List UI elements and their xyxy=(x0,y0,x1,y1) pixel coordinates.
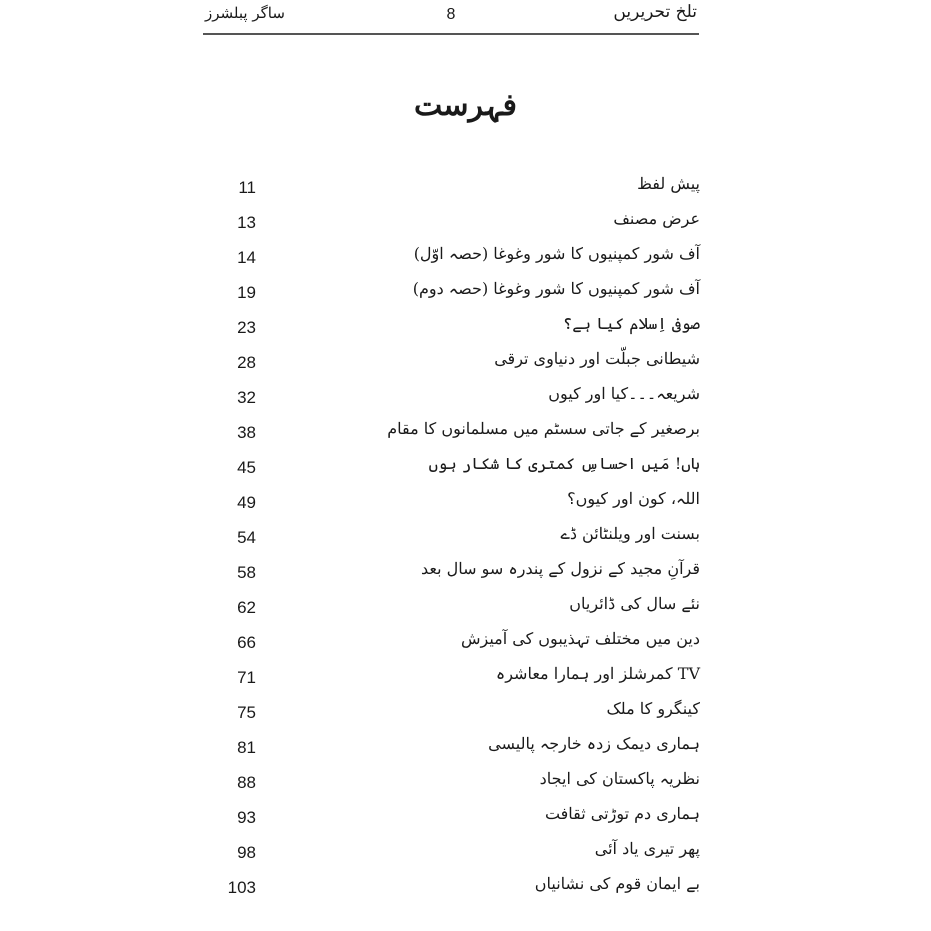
toc-entry[interactable] xyxy=(218,695,700,730)
toc-entry[interactable] xyxy=(218,590,700,625)
table-of-contents xyxy=(218,170,700,905)
toc-entry-page: 23 xyxy=(237,318,256,337)
running-header xyxy=(203,0,699,35)
toc-entry-title: ہماری دیمک زدہ خارجہ پالیسی xyxy=(488,734,700,753)
toc-entry-title: شیطانی جبلّت اور دنیاوی ترقی xyxy=(494,349,700,368)
toc-entry[interactable] xyxy=(218,555,700,590)
toc-entry-title: نظریہ پاکستان کی ایجاد xyxy=(539,769,700,788)
toc-entry-page: 98 xyxy=(237,843,256,862)
toc-entry-title: عرض مصنف xyxy=(613,209,700,228)
toc-entry[interactable] xyxy=(218,275,700,310)
toc-entry-page: 103 xyxy=(227,878,256,897)
publisher-name: ساگر پبلشرز xyxy=(205,4,285,22)
toc-entry-page: 11 xyxy=(238,178,256,197)
page-number: 8 xyxy=(446,6,456,23)
book-title: تلخ تحریریں xyxy=(613,2,697,22)
toc-entry-page: 93 xyxy=(237,808,256,827)
toc-entry-title: بے ایمان قوم کی نشانیاں xyxy=(534,874,700,893)
toc-entry[interactable] xyxy=(218,765,700,800)
toc-entry[interactable] xyxy=(218,380,700,415)
toc-entry-title: دین میں مختلف تہذیبوں کی آمیزش xyxy=(460,629,700,648)
toc-entry-page: 49 xyxy=(237,493,256,512)
toc-entry-title: پھر تیری یاد آئی xyxy=(594,839,700,858)
toc-entry-page: 71 xyxy=(237,668,256,687)
toc-entry-title: برصغیر کے جاتی سسٹم میں مسلمانوں کا مقام xyxy=(387,419,700,438)
toc-entry-title: پیش لفظ xyxy=(637,174,700,193)
toc-title: فہرست xyxy=(413,88,518,123)
toc-entry[interactable] xyxy=(218,450,700,485)
toc-entry-page: 28 xyxy=(237,353,256,372)
toc-entry[interactable] xyxy=(218,625,700,660)
toc-entry[interactable] xyxy=(218,310,700,345)
toc-entry[interactable] xyxy=(218,520,700,555)
toc-entry[interactable] xyxy=(218,870,700,905)
toc-entry-page: 58 xyxy=(237,563,256,582)
toc-entry-page: 32 xyxy=(237,388,256,407)
toc-entry[interactable] xyxy=(218,415,700,450)
toc-entry-title: صوفی اِسلام کیا ہے؟ xyxy=(562,314,700,333)
toc-entry-page: 54 xyxy=(237,528,256,547)
toc-entry-page: 38 xyxy=(237,423,256,442)
toc-entry-page: 81 xyxy=(237,738,256,757)
toc-entry-title: نئے سال کی ڈائریاں xyxy=(569,594,700,613)
toc-entry-title: آف شور کمپنیوں کا شور وغوغا (حصہ دوم) xyxy=(412,279,700,298)
toc-entry-title: بسنت اور ویلنٹائن ڈے xyxy=(560,524,700,543)
toc-entry-page: 66 xyxy=(237,633,256,652)
toc-entry[interactable] xyxy=(218,800,700,835)
toc-entry-title: ہماری دم توڑتی ثقافت xyxy=(544,804,700,823)
toc-entry-page: 14 xyxy=(237,248,256,267)
toc-entry[interactable] xyxy=(218,345,700,380)
toc-entry[interactable] xyxy=(218,240,700,275)
toc-entry-title: قرآنِ مجید کے نزول کے پندرہ سو سال بعد xyxy=(420,559,700,578)
toc-entry[interactable] xyxy=(218,730,700,765)
toc-entry-page: 75 xyxy=(237,703,256,722)
toc-entry[interactable] xyxy=(218,835,700,870)
toc-entry-title: کینگرو کا ملک xyxy=(606,699,700,718)
toc-entry-title: اللہ، کون اور کیوں؟ xyxy=(567,489,700,508)
toc-entry-page: 13 xyxy=(237,213,256,232)
toc-entry-title: آف شور کمپنیوں کا شور وغوغا (حصہ اوّل) xyxy=(413,244,700,263)
toc-entry-title: شریعہ۔۔۔کیا اور کیوں xyxy=(548,384,700,403)
toc-entry-title: TV کمرشلز اور ہمارا معاشرہ xyxy=(495,664,700,683)
toc-entry-title: ہاں! مَیں احساسِ کمتری کا شکار ہوں xyxy=(428,454,700,473)
toc-entry[interactable] xyxy=(218,170,700,205)
toc-entry-page: 45 xyxy=(237,458,256,477)
toc-entry[interactable] xyxy=(218,485,700,520)
toc-entry-page: 19 xyxy=(237,283,256,302)
toc-entry-page: 62 xyxy=(237,598,256,617)
toc-entry-page: 88 xyxy=(237,773,256,792)
toc-entry[interactable] xyxy=(218,660,700,695)
toc-entry[interactable] xyxy=(218,205,700,240)
